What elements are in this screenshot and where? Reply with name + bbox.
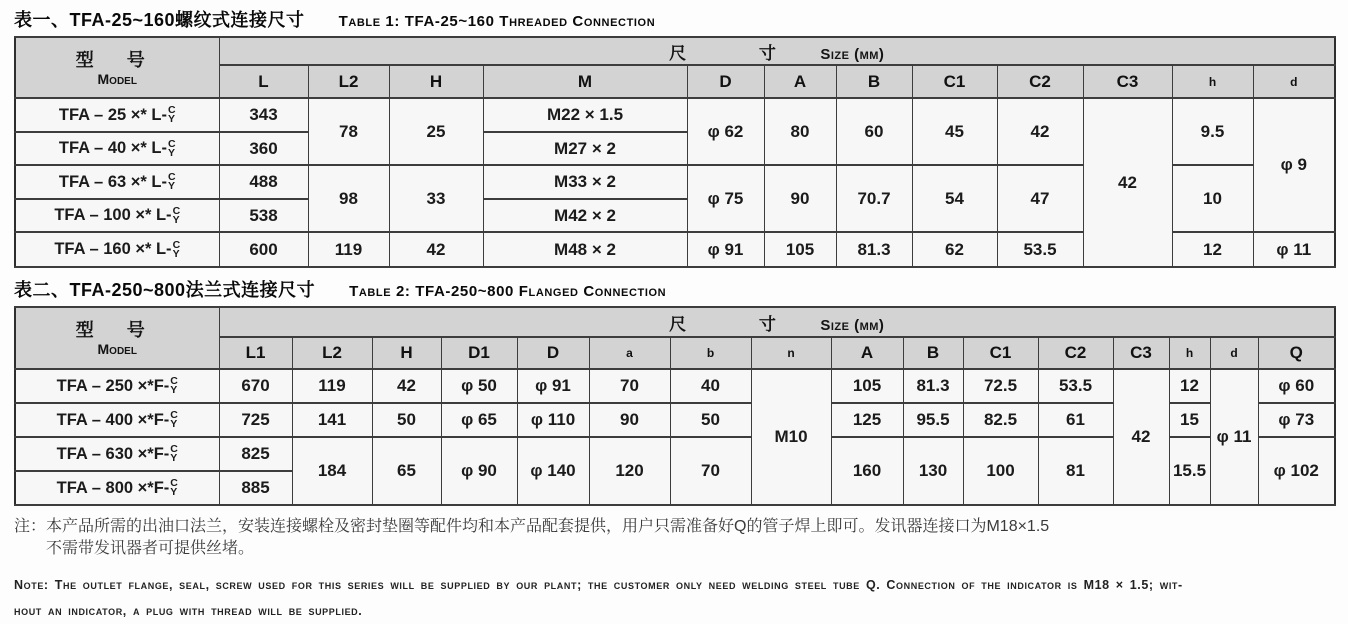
cell-a: 120 bbox=[589, 437, 670, 505]
cell-Q: φ 60 bbox=[1258, 369, 1335, 403]
cell-H: 33 bbox=[389, 165, 483, 232]
model-name: TFA – 250 ×*F- bbox=[56, 376, 170, 395]
cell-C1: 45 bbox=[912, 98, 997, 165]
cell-A: 125 bbox=[831, 403, 903, 437]
model-name: TFA – 630 ×*F- bbox=[56, 444, 170, 463]
cell-D1: φ 65 bbox=[441, 403, 517, 437]
cell-C2: 61 bbox=[1038, 403, 1113, 437]
cell-h: 10 bbox=[1172, 165, 1253, 232]
cell-L2: 98 bbox=[308, 165, 389, 232]
cell-A: 160 bbox=[831, 437, 903, 505]
cell-d: φ 11 bbox=[1253, 232, 1335, 267]
cell-C3: 42 bbox=[1083, 98, 1172, 267]
t1-col-C1: C1 bbox=[912, 65, 997, 98]
model-name: TFA – 800 ×*F- bbox=[56, 478, 170, 497]
cell-B: 70.7 bbox=[836, 165, 912, 232]
cell-D1: φ 50 bbox=[441, 369, 517, 403]
cell-B: 95.5 bbox=[903, 403, 963, 437]
table1-threaded-connection bbox=[14, 36, 1336, 268]
note-cn-body bbox=[46, 516, 1049, 560]
t2-model-cell bbox=[15, 369, 219, 403]
t1-col-h: h bbox=[1172, 65, 1253, 98]
cell-D: φ 110 bbox=[517, 403, 589, 437]
cell-h: 12 bbox=[1169, 369, 1210, 403]
model-suffix-cy: C Y bbox=[172, 204, 181, 226]
cell-C3: 42 bbox=[1113, 369, 1169, 505]
cell-D: φ 62 bbox=[687, 98, 764, 165]
model-suffix-cy: C Y bbox=[170, 375, 178, 397]
t1-col-d: d bbox=[1253, 65, 1335, 98]
t1-model-cell bbox=[15, 199, 219, 232]
model-suffix-cy: C Y bbox=[170, 409, 178, 431]
t2-model-cell bbox=[15, 403, 219, 437]
cell-L1: 885 bbox=[219, 471, 292, 505]
t2-model-cell bbox=[15, 471, 219, 505]
cell-L2: 141 bbox=[292, 403, 372, 437]
model-name: TFA – 160 ×* L- bbox=[54, 240, 172, 258]
model-name: TFA – 63 ×* L- bbox=[58, 172, 167, 191]
note-cn-label: 注： bbox=[14, 518, 47, 535]
cell-L1: 725 bbox=[219, 403, 292, 437]
t1-col-L2: L2 bbox=[308, 65, 389, 98]
cell-A: 80 bbox=[764, 98, 836, 165]
t2-col-C1: C1 bbox=[963, 337, 1038, 369]
cell-A: 90 bbox=[764, 165, 836, 232]
cell-D: φ 91 bbox=[687, 232, 764, 267]
model-suffix-cy: C Y bbox=[170, 443, 178, 465]
cell-C1: 72.5 bbox=[963, 369, 1038, 403]
cell-H: 50 bbox=[372, 403, 441, 437]
table1-model-header bbox=[15, 37, 219, 98]
note-en-line2: hout an indicator, a plug with thread will be supplied. bbox=[14, 604, 363, 618]
t2-col-D1: D1 bbox=[441, 337, 517, 369]
cell-D1: φ 90 bbox=[441, 437, 517, 505]
cell-L1: 670 bbox=[219, 369, 292, 403]
cell-C2: 42 bbox=[997, 98, 1083, 165]
t1-col-B: B bbox=[836, 65, 912, 98]
t2-model-cell bbox=[15, 437, 219, 471]
cell-H: 25 bbox=[389, 98, 483, 165]
cell-A: 105 bbox=[764, 232, 836, 267]
cell-L: 343 bbox=[219, 98, 308, 132]
cell-H: 42 bbox=[372, 369, 441, 403]
cell-L2: 119 bbox=[308, 232, 389, 267]
cell-M: M22 × 1.5 bbox=[483, 98, 687, 132]
table2-flanged-connection bbox=[14, 306, 1336, 506]
t2-col-L1: L1 bbox=[219, 337, 292, 369]
model-header-cn: 型 号 bbox=[75, 49, 159, 70]
model-name: TFA – 100 ×* L- bbox=[54, 206, 172, 224]
model-suffix-cy: C Y bbox=[167, 104, 176, 126]
cell-B: 130 bbox=[903, 437, 963, 505]
table2-model-header bbox=[15, 307, 219, 369]
table1-title-cn: 表一、TFA-25~160螺纹式连接尺寸 bbox=[14, 10, 305, 30]
model-suffix-cy: C Y bbox=[167, 137, 176, 159]
note-english bbox=[14, 572, 1348, 624]
cell-L: 360 bbox=[219, 132, 308, 165]
t1-model-cell bbox=[15, 165, 219, 199]
model-header-en: Model bbox=[97, 70, 137, 87]
size-header-cn: 尺 寸 bbox=[669, 314, 810, 334]
note-en-line1: Note: The outlet flange, seal, screw used for this series will be supplied by our plant; the customer only need welding steel tube Q. Connection of the indicator is M18 × 1.5; wit- bbox=[14, 578, 1183, 592]
note-cn-line1: 本产品所需的出油口法兰，安装连接螺栓及密封垫圈等配件均和本产品配套提供，用户只需准备好Q的管子焊上即可。发讯器连接口为M18×1.5 bbox=[46, 518, 1050, 535]
t2-col-D: D bbox=[517, 337, 589, 369]
t1-model-cell bbox=[15, 132, 219, 165]
cell-C2: 81 bbox=[1038, 437, 1113, 505]
cell-C2: 53.5 bbox=[997, 232, 1083, 267]
model-name: TFA – 25 ×* L- bbox=[58, 105, 167, 124]
t1-col-D: D bbox=[687, 65, 764, 98]
cell-h: 15.5 bbox=[1169, 437, 1210, 505]
cell-h: 15 bbox=[1169, 403, 1210, 437]
t2-col-C3: C3 bbox=[1113, 337, 1169, 369]
cell-H: 42 bbox=[389, 232, 483, 267]
cell-Q: φ 73 bbox=[1258, 403, 1335, 437]
t2-col-n: n bbox=[751, 337, 831, 369]
model-header-en: Model bbox=[97, 341, 137, 357]
t2-col-Q: Q bbox=[1258, 337, 1335, 369]
cell-C1: 100 bbox=[963, 437, 1038, 505]
table1-size-header bbox=[219, 37, 1335, 65]
t1-col-M: M bbox=[483, 65, 687, 98]
cell-d: φ 11 bbox=[1210, 369, 1258, 505]
note-chinese bbox=[14, 516, 1344, 560]
t2-col-B: B bbox=[903, 337, 963, 369]
cell-C1: 82.5 bbox=[963, 403, 1038, 437]
cell-M: M42 × 2 bbox=[483, 199, 687, 232]
t1-col-C3: C3 bbox=[1083, 65, 1172, 98]
cell-h: 12 bbox=[1172, 232, 1253, 267]
cell-L: 600 bbox=[219, 232, 308, 267]
cell-h: 9.5 bbox=[1172, 98, 1253, 165]
model-suffix-cy: C Y bbox=[167, 171, 176, 193]
table2-title-en: Table 2: TFA-250~800 Flanged Connection bbox=[349, 283, 667, 300]
cell-D: φ 91 bbox=[517, 369, 589, 403]
cell-C2: 47 bbox=[997, 165, 1083, 232]
table1-title bbox=[14, 6, 1348, 32]
model-name: TFA – 400 ×*F- bbox=[56, 410, 170, 429]
cell-L2: 78 bbox=[308, 98, 389, 165]
t1-col-L: L bbox=[219, 65, 308, 98]
t1-col-H: H bbox=[389, 65, 483, 98]
cell-b: 70 bbox=[670, 437, 751, 505]
t2-col-L2: L2 bbox=[292, 337, 372, 369]
cell-b: 40 bbox=[670, 369, 751, 403]
cell-C1: 54 bbox=[912, 165, 997, 232]
t2-col-h: h bbox=[1169, 337, 1210, 369]
t2-col-C2: C2 bbox=[1038, 337, 1113, 369]
note-cn-line2: 不需带发讯器者可提供丝堵。 bbox=[46, 540, 255, 557]
t2-col-b: b bbox=[670, 337, 751, 369]
model-suffix-cy: C Y bbox=[170, 477, 178, 499]
table-row bbox=[15, 369, 1335, 403]
t2-col-A: A bbox=[831, 337, 903, 369]
cell-a: 70 bbox=[589, 369, 670, 403]
cell-L1: 825 bbox=[219, 437, 292, 471]
cell-L2: 184 bbox=[292, 437, 372, 505]
cell-Q: φ 102 bbox=[1258, 437, 1335, 505]
cell-D: φ 140 bbox=[517, 437, 589, 505]
t1-model-cell bbox=[15, 232, 219, 267]
t1-col-C2: C2 bbox=[997, 65, 1083, 98]
cell-A: 105 bbox=[831, 369, 903, 403]
t2-col-d: d bbox=[1210, 337, 1258, 369]
cell-b: 50 bbox=[670, 403, 751, 437]
t2-col-a: a bbox=[589, 337, 670, 369]
cell-B: 60 bbox=[836, 98, 912, 165]
cell-B: 81.3 bbox=[903, 369, 963, 403]
cell-M: M33 × 2 bbox=[483, 165, 687, 199]
cell-a: 90 bbox=[589, 403, 670, 437]
cell-L: 488 bbox=[219, 165, 308, 199]
table1-title-en: Table 1: TFA-25~160 Threaded Connection bbox=[338, 13, 656, 30]
cell-D: φ 75 bbox=[687, 165, 764, 232]
cell-B: 81.3 bbox=[836, 232, 912, 267]
t2-col-H: H bbox=[372, 337, 441, 369]
t1-model-cell bbox=[15, 98, 219, 132]
cell-M: M48 × 2 bbox=[483, 232, 687, 267]
model-header-cn: 型 号 bbox=[75, 320, 159, 340]
cell-H: 65 bbox=[372, 437, 441, 505]
cell-C1: 62 bbox=[912, 232, 997, 267]
cell-L: 538 bbox=[219, 199, 308, 232]
cell-d: φ 9 bbox=[1253, 98, 1335, 232]
size-header-en: Size (mm) bbox=[820, 45, 885, 63]
model-suffix-cy: C Y bbox=[172, 238, 181, 260]
cell-M: M27 × 2 bbox=[483, 132, 687, 165]
size-header-cn: 尺 寸 bbox=[669, 43, 810, 63]
table2-size-header bbox=[219, 307, 1335, 337]
cell-n: M10 bbox=[751, 369, 831, 505]
cell-L2: 119 bbox=[292, 369, 372, 403]
model-name: TFA – 40 ×* L- bbox=[58, 139, 167, 157]
size-header-en: Size (mm) bbox=[820, 316, 885, 334]
t1-col-A: A bbox=[764, 65, 836, 98]
cell-C2: 53.5 bbox=[1038, 369, 1113, 403]
table2-title-cn: 表二、TFA-250~800法兰式连接尺寸 bbox=[14, 280, 316, 300]
table-row bbox=[15, 98, 1335, 132]
table2-title bbox=[14, 276, 1348, 302]
